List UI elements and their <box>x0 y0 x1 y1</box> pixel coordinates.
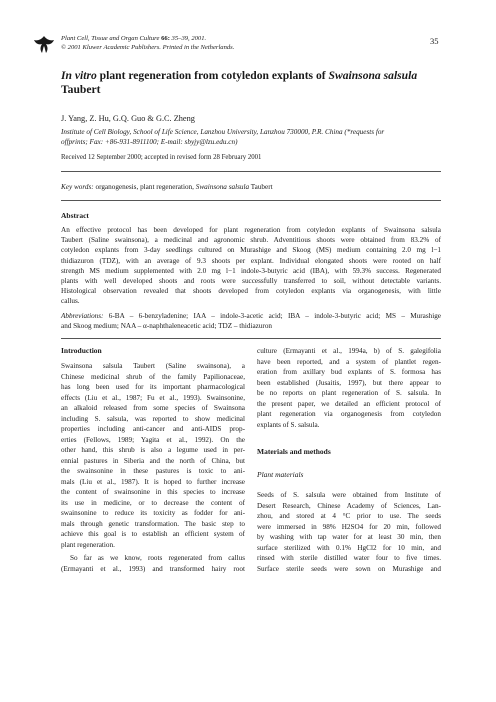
introduction-continuation <box>257 346 441 430</box>
title-species: Swainsona salsula <box>328 69 418 82</box>
methods-line: were immersed in 98% H2SO4 for 20 min, followed <box>257 522 441 531</box>
abstract-line: strength MS medium supplemented with 2.0 mg l−1 indole-3-butyric acid (IBA), with 59.3% success. Regenerated <box>61 266 441 275</box>
affiliation-line: offprints; Fax: +86-931-8911100; E-mail: sbyjy@lzu.edu.cn) <box>61 137 238 146</box>
keywords-species: Swainsona salsula <box>195 183 250 191</box>
abstract-line: An effective protocol has been developed for plant regeneration from cotyledon explants of Swainsona salsula <box>61 226 441 234</box>
intro-line: culture (Ermayanti et al., 1994a, b) of S. galegifolia <box>257 347 441 355</box>
intro-line: including S. salsula, was reported to show medicinal <box>61 414 245 423</box>
affiliation <box>61 128 441 147</box>
abstract-line: Taubert (Saline swainsona), a medicinal and agronomic shrub. Adventitious shoots were obtained from 83.2% of <box>61 236 441 245</box>
abbreviations-label: Abbreviations: <box>61 312 104 320</box>
methods-line: Desert Research, Chinese Academy of Sciences, Lan- <box>257 501 441 510</box>
introduction-paragraph-1 <box>61 361 245 550</box>
methods-line: rinsed with sterile distilled water four to five times. <box>257 554 441 562</box>
intro-line: swainsonine to reduce its toxicity as fodder for ani- <box>61 509 245 517</box>
intro-line: plant regeneration via organogenesis from cotyledon <box>257 410 441 418</box>
intro-line: the swainsonine in these pastures is toxic to ani- <box>61 467 245 475</box>
received-dates: Received 12 September 2000; accepted in revised form 28 February 2001 <box>61 154 262 161</box>
intro-line: Chinese medicinal shrub of the family Papilionaceae, <box>61 372 245 381</box>
intro-line: mals through genetic transformation. The basic step to <box>61 519 245 528</box>
author-list: J. Yang, Z. Hu, G.Q. Guo & G.C. Zheng <box>61 114 195 123</box>
plant-materials-paragraph <box>257 490 441 574</box>
intro-line: eration from axillary bud explants of S. formosa has <box>257 368 441 376</box>
abbreviations-line1: Abbreviations: 6-BA – 6-benzyladenine; IAA – indole-3-acetic acid; IBA – indole-3-butyric acid; MS – Murashige <box>61 312 441 320</box>
intro-line: explants of S. salsula. <box>257 420 320 429</box>
keywords-tail: Taubert <box>249 183 273 191</box>
intro-line: have been reported, and a system of plantlet regen- <box>257 357 441 366</box>
divider <box>61 200 441 201</box>
abstract-line: plants with well developed shoots and roots were successfully transferred to soil, without detectable variants. <box>61 277 441 286</box>
abstract-line: Histological observation revealed that shoots developed from cotyledon explants via organogenesis, with little <box>61 287 441 296</box>
title-line2: Taubert <box>61 83 101 96</box>
intro-line: properties including anti-cancer and anti-AIDS prop- <box>61 425 245 433</box>
introduction-paragraph-2 <box>61 553 245 574</box>
methods-line: by washing with tap water for at least 30 min, then <box>257 533 441 541</box>
intro-line: effects (Liu et al., 1987; Fu et al., 1993). Swainsonine, <box>61 393 245 402</box>
abstract-body <box>61 225 441 307</box>
intro-line: its use in medicine, or to decrease the content of <box>61 498 245 507</box>
journal-pages: 35–39, 2001. <box>171 35 207 42</box>
intro-line: be no reports on plant regeneration of S. salsula. In <box>257 389 441 397</box>
abstract-line: thidiazuron (TDZ), with an average of 9.3 shoots per explant. Individual elongated shoots were rooted on half <box>61 256 441 265</box>
intro-line: erties (Fellows, 1989; Yagita et al., 1992). On the <box>61 435 245 444</box>
methods-line: Surface sterile seeds were sown on Murashige and <box>257 564 441 573</box>
affiliation-line: Institute of Cell Biology, School of Life Science, Lanzhou University, Lanzhou 730000, P.R. China (*requests for <box>61 128 385 136</box>
keywords-text: organogenesis, plant regeneration, <box>93 183 196 191</box>
materials-methods-heading: Materials and methods <box>257 447 331 456</box>
methods-line: zhou, and stored at 4 °C prior to use. The seeds <box>257 512 441 520</box>
journal-header <box>61 34 441 52</box>
journal-volume: 66: <box>161 35 170 42</box>
intro-line: been established (Jusaitis, 1997), but there appear to <box>257 378 441 387</box>
abbreviations-line2: and Skoog medium; NAA – α-naphthaleneacetic acid; TDZ – thidiazuron <box>61 322 273 331</box>
intro-line: has long been used for its important pharmacological <box>61 383 245 391</box>
abbreviations <box>61 311 441 331</box>
introduction-heading: Introduction <box>61 346 102 355</box>
journal-citation <box>61 34 441 43</box>
page-number: 35 <box>430 36 439 46</box>
abstract-heading: Abstract <box>61 211 89 220</box>
divider <box>61 171 441 172</box>
plant-materials-subheading: Plant materials <box>257 470 304 479</box>
article-title <box>61 69 441 97</box>
intro-line: other hand, this shrub is also a legume used in per- <box>61 446 245 454</box>
intro-line: the content of swainsonine in this species to increase <box>61 488 245 496</box>
title-italic: In vitro <box>61 69 97 82</box>
intro-line: an alkaloid released from some species of Swainsona <box>61 404 245 412</box>
journal-name: Plant Cell, Tissue and Organ Culture <box>61 35 160 42</box>
abstract-line: cotyledon explants from 3-day seedlings cultured on Murashige and Skoog (MS) medium containing 2.0 mg l−1 <box>61 246 441 255</box>
intro-line: the present paper, we detailed an efficient protocol of <box>257 399 441 408</box>
methods-line: Seeds of S. salsula were obtained from Institute of <box>257 491 441 499</box>
intro-line: So far as we know, roots regenerated from callus <box>70 554 245 562</box>
publisher-logo-icon <box>33 35 55 55</box>
intro-line: (Ermayanti et al., 1993) and transformed hairy root <box>61 564 245 573</box>
intro-line: achieve this goal is to establish an efficient system of <box>61 530 245 538</box>
methods-line: surface sterilized with 0.1% HgCl2 for 10 min, and <box>257 543 441 552</box>
title-text: plant regeneration from cotyledon explants of <box>96 69 329 82</box>
keywords-label: Key words: <box>61 183 94 191</box>
copyright-line: © 2001 Kluwer Academic Publishers. Printed in the Netherlands. <box>61 44 235 51</box>
intro-line: ennial pastures in Siberia and the north of China, but <box>61 456 245 465</box>
keywords <box>61 183 273 191</box>
intro-line: Swainsona salsula Taubert (Saline swainsona), a <box>61 362 245 370</box>
intro-line: plant regeneration. <box>61 540 115 549</box>
abstract-line: callus. <box>61 297 80 306</box>
intro-line: mals (Liu et al., 1987). It is hoped to further increase <box>61 477 245 486</box>
divider <box>61 338 441 339</box>
